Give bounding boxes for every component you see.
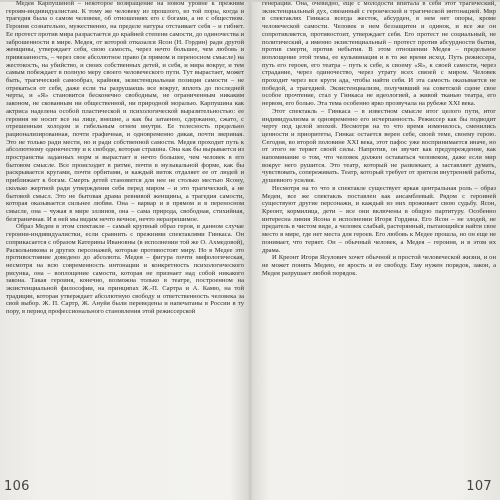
page-number-right: 107	[466, 479, 492, 494]
paragraph: И Креонт Игоря Ясулович хочет обычной и простой человеческой жизни, и он не может понять Медею, ее ярость и ее свободу. Ему нужен порядок, закон, а Медея разрушает любой порядок.	[262, 254, 496, 277]
paragraph: Несмотря на то что в спектакле существует яркая центральная роль – образ Медеи, все же спектакль поставлен как ансамблевый. Рядом с героиней существуют другие персонажи, и каждый из них проживает свою судьбу. Ясон, Креонт, кормилица, дети – все они включены в общую партитуру. Особенно интересна линия Ясона в исполнении Игоря Гордина. Его Ясон – не злодей, не предатель в чистом виде, а человек слабый, растерянный, пытающийся найти свое место в мире, где нет места для героев. Его любовь к Медее прошла, но он еще не понимает, что теряет. Он – обычный человек, а Медея – героиня, и в этом их драма.	[262, 184, 496, 254]
page-number-left: 106	[4, 479, 30, 494]
right-text-column	[262, 0, 496, 277]
paragraph: Медея Карпушиной – некоторое возвращение на новом уровне к прежним героям-индивидуалистам. К тому же человеку из прошлого, из той поры, когда и трагедия была о самом человеке, об отношениях его с богами, а не с обществом. Героиня сознательно, мужественно, на пределе натуры отстаивает себя – и гибнет. Ее протест против мира разрастается до крайней степени самости, до одиночества и заброшенности в мире. Медея, от которой отказался Ясон (Н. Гордин) ради другой женщины, утверждает себя, свою самость, через нечто большее, чем любовь и привязанность, – через свое абсолютное право (в прямом и переносном смысле) на жестокость, на убийство, и своих собственных детей, и себя, и мира вокруг, и тем самым побеждает в полную меру своего человеческого пути. Тут вырастает, может быть, трагический самообраз, крайняя, экзистенциальная позиция самости – не отрекаться от себя, даже если ты разрушаешь все вокруг, вплоть до последней черты, и «Я» становится бесконечно свободным, не ограниченным никаким законом, не скованным ни общественной, ни природной моралью. Карпушина как актриса наделена особой пластической и психологической выразительностью: ее героиня не носит все на лице, внешне, а как бы затаенно, сдержанно, сжато, с отрешенным холодом и гибельным огнем внутри. Ее телесность предельно рационализированная, почти графичная, и одновременно дикая, почти звериная. Это не только ради мести, но и ради собственной самости. Медея проходит путь к абсолютному одиночеству и к свободе, которая страшна. Она как бы вырывается из пространства заданных норм и вырастает в нечто большее, чем человек в его бытовом смысле. Все происходит в ритме, почти в музыкальной форме, как бы раскрывается кругами, почти орбитами, и каждый виток отдаляет ее от людей и приближает к богам. Смерть детей становится для нее не столько местью Ясону, сколько жертвой ради утверждения себя перед миром – и это трагический, а не бытовой смысл. Это не бытовая драма ревнивой женщины, а трагедия самости, которая оказывается сильнее любви. Она – варвар и в прямом и в переносном смысле, она – чужая в мире эллинов, она – сама природа, свободная, стихийная, безграничная. И в ней мы видим нечто вечное, нечто неразрешимое.	[6, 0, 244, 223]
paragraph: Образ Медеи в этом спектакле – самый крупный образ героя, в данном случае героини-индивидуалистки, если сравнить с прежними спектаклями Гинкаса. Он соприкасается с образом Катерины Ивановны (в исполнении той же О. Ахмедовой), Раскольникова и других персонажей, которые противостоят миру. Но в Медее это противостояние доведено до абсолюта. Медея – фигура почти мифологическая, несмотря на всю современность интонации и конкретность психологического рисунка, она – воплощение самости, которая не признает над собой никакого закона. Такая героиня, конечно, возможна только в театре, построенном на экзистенциальной философии, на принципах Ж.-П. Сартра и А. Камю, на той традиции, которая утверждает абсолютную свободу и ответственность человека за свой выбор. Ж. П. Сартр, Ж. Ануйя были переведены и напечатаны в России в ту пору, в период профессионального становления этой режиссерской	[6, 223, 244, 316]
paragraph: генерации. Она, очевидно, еще с молодости впитала в себя этот трагический, экзистенциальный дух, связанный с героической и трагической интонацией. Мир в спектаклях Гинкаса всегда жесток, абсурден, в нем нет опоры, кроме человеческой самости. Человек в нем беззащитен и одинок, и все же он сопротивляется, противостоит, утверждает себя. Его протест не социальный, не политический, а именно экзистенциальный – протест против абсурдности бытия, против смерти, против небытия. В этом отношении Медея – предельное воплощение этой темы, ее кульминация и в то же время исход. Путь режиссера, путь его героев, его театра – путь к себе, к своему «Я», к своей самости, через страдание, через одиночество, через утрату всех связей с миром. Человек проходит через все круги ада, чтобы найти себя. И эта самость оказывается не победой, а трагедией. Экзистенциализм, получивший на советской сцене свое особое прочтение, стал у Гинкаса не идеологией, а живой тканью театра, его нервом, его болью. Эта тема особенно ярко прозвучала на рубеже XXI века.	[262, 0, 496, 108]
paragraph: Этот спектакль – Гинкаса – в известном смысле итог целого пути, итог индивидуализма и одновременно его исчерпанность. Режиссер как бы подводит черту под целой эпохой. Несмотря на то что время изменилось, сменились ценности и приоритеты, Гинкас остается верен себе, своей теме, своему герою. Сегодня, во второй половине XXI века, этот пафос уже воспринимается иначе, но от этого не теряет своей силы. Напротив, он звучит как предупреждение, как напоминание о том, что человек должен оставаться человеком, даже если мир вокруг него рушится. Это театр, который не развлекает, а заставляет думать, чувствовать, сопереживать. Театр, который требует от зрителя внутренней работы, душевного усилия.	[262, 107, 496, 185]
right-page	[250, 0, 500, 500]
left-text-column	[6, 0, 244, 316]
